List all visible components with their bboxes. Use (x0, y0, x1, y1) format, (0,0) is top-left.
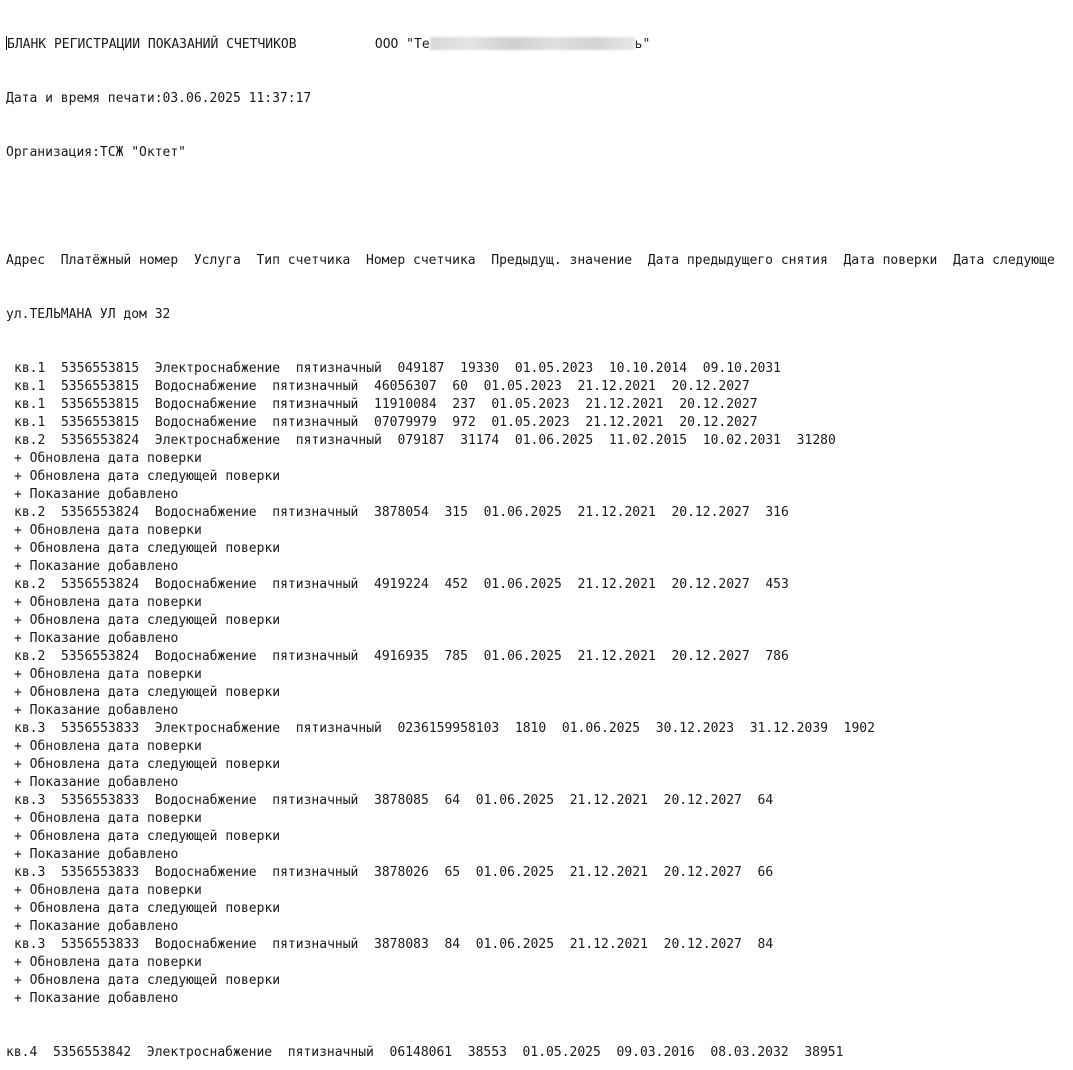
meter-row: кв.1 5356553815 Водоснабжение пятизначный 07079979 972 01.05.2023 21.12.2021 20.12.2027 (14, 415, 758, 430)
status-line: + Обновлена дата поверки (14, 595, 202, 610)
status-line: + Обновлена дата следующей поверки (14, 469, 281, 484)
status-line: + Показание добавлено (14, 919, 179, 934)
status-line: + Показание добавлено (14, 703, 179, 718)
status-line: + Обновлена дата поверки (14, 523, 202, 538)
document-title: БЛАНК РЕГИСТРАЦИИ ПОКАЗАНИЙ СЧЕТЧИКОВ (7, 37, 297, 52)
status-line: + Обновлена дата следующей поверки (14, 973, 281, 988)
meter-row: кв.3 5356553833 Электроснабжение пятизначный 0236159958103 1810 01.06.2025 30.12.2023 31.12.2039 1902 (14, 721, 875, 736)
status-line: + Показание добавлено (14, 631, 179, 646)
status-line: + Обновлена дата следующей поверки (14, 901, 281, 916)
meter-row: кв.3 5356553833 Водоснабжение пятизначный 3878085 64 01.06.2025 21.12.2021 20.12.2027 64 (14, 793, 774, 808)
meter-row: кв.1 5356553815 Электроснабжение пятизначный 049187 19330 01.05.2023 10.10.2014 09.10.2031 (14, 361, 782, 376)
meter-row: кв.2 5356553824 Электроснабжение пятизначный 079187 31174 01.06.2025 11.02.2015 10.02.2031 31280 (14, 433, 836, 448)
status-line: + Обновлена дата следующей поверки (14, 685, 281, 700)
status-line: + Обновлена дата поверки (14, 451, 202, 466)
status-line: + Показание добавлено (14, 487, 179, 502)
status-line: + Обновлена дата поверки (14, 811, 202, 826)
company-name-suffix: ь" (634, 37, 651, 52)
redacted-company-name (430, 37, 635, 50)
meter-row: кв.1 5356553815 Водоснабжение пятизначный 11910084 237 01.05.2023 21.12.2021 20.12.2027 (14, 397, 758, 412)
blank-line (6, 198, 1073, 216)
text-document[interactable] (6, 0, 1073, 1060)
reading-rows (6, 360, 1073, 1008)
status-line: + Показание добавлено (14, 775, 179, 790)
status-line: + Обновлена дата следующей поверки (14, 541, 281, 556)
meter-row: кв.2 5356553824 Водоснабжение пятизначный 4916935 785 01.06.2025 21.12.2021 20.12.2027 786 (14, 649, 789, 664)
meter-row: кв.2 5356553824 Водоснабжение пятизначный 4919224 452 01.06.2025 21.12.2021 20.12.2027 453 (14, 577, 789, 592)
meter-row: кв.1 5356553815 Водоснабжение пятизначный 46056307 60 01.05.2023 21.12.2021 20.12.2027 (14, 379, 750, 394)
print-datetime: Дата и время печати:03.06.2025 11:37:17 (6, 91, 312, 106)
status-line: + Показание добавлено (14, 559, 179, 574)
status-line: + Обновлена дата поверки (14, 883, 202, 898)
company-name-prefix: ООО "Те (374, 37, 430, 52)
cut-off-line: кв.4 5356553842 Электроснабжение пятизначный 06148061 38553 01.05.2025 09.03.2016 08.03.2032 38951 (6, 1045, 844, 1060)
status-line: + Обновлена дата поверки (14, 667, 202, 682)
header-line (6, 36, 1073, 54)
organization: Организация:ТСЖ "Октет" (6, 145, 187, 160)
status-line: + Обновлена дата следующей поверки (14, 829, 281, 844)
meter-row: кв.3 5356553833 Водоснабжение пятизначный 3878083 84 01.06.2025 21.12.2021 20.12.2027 84 (14, 937, 774, 952)
status-line: + Обновлена дата следующей поверки (14, 757, 281, 772)
meter-row: кв.3 5356553833 Водоснабжение пятизначный 3878026 65 01.06.2025 21.12.2021 20.12.2027 66 (14, 865, 774, 880)
status-line: + Обновлена дата поверки (14, 739, 202, 754)
status-line: + Обновлена дата следующей поверки (14, 613, 281, 628)
status-line: + Показание добавлено (14, 847, 179, 862)
address-line: ул.ТЕЛЬМАНА УЛ дом 32 (6, 307, 171, 322)
column-headers: Адрес Платёжный номер Услуга Тип счетчика Номер счетчика Предыдущ. значение Дата предыдущего снятия Дата поверки Дата следующе (6, 253, 1055, 268)
status-line: + Показание добавлено (14, 991, 179, 1006)
meter-row: кв.2 5356553824 Водоснабжение пятизначный 3878054 315 01.06.2025 21.12.2021 20.12.2027 316 (14, 505, 789, 520)
status-line: + Обновлена дата поверки (14, 955, 202, 970)
